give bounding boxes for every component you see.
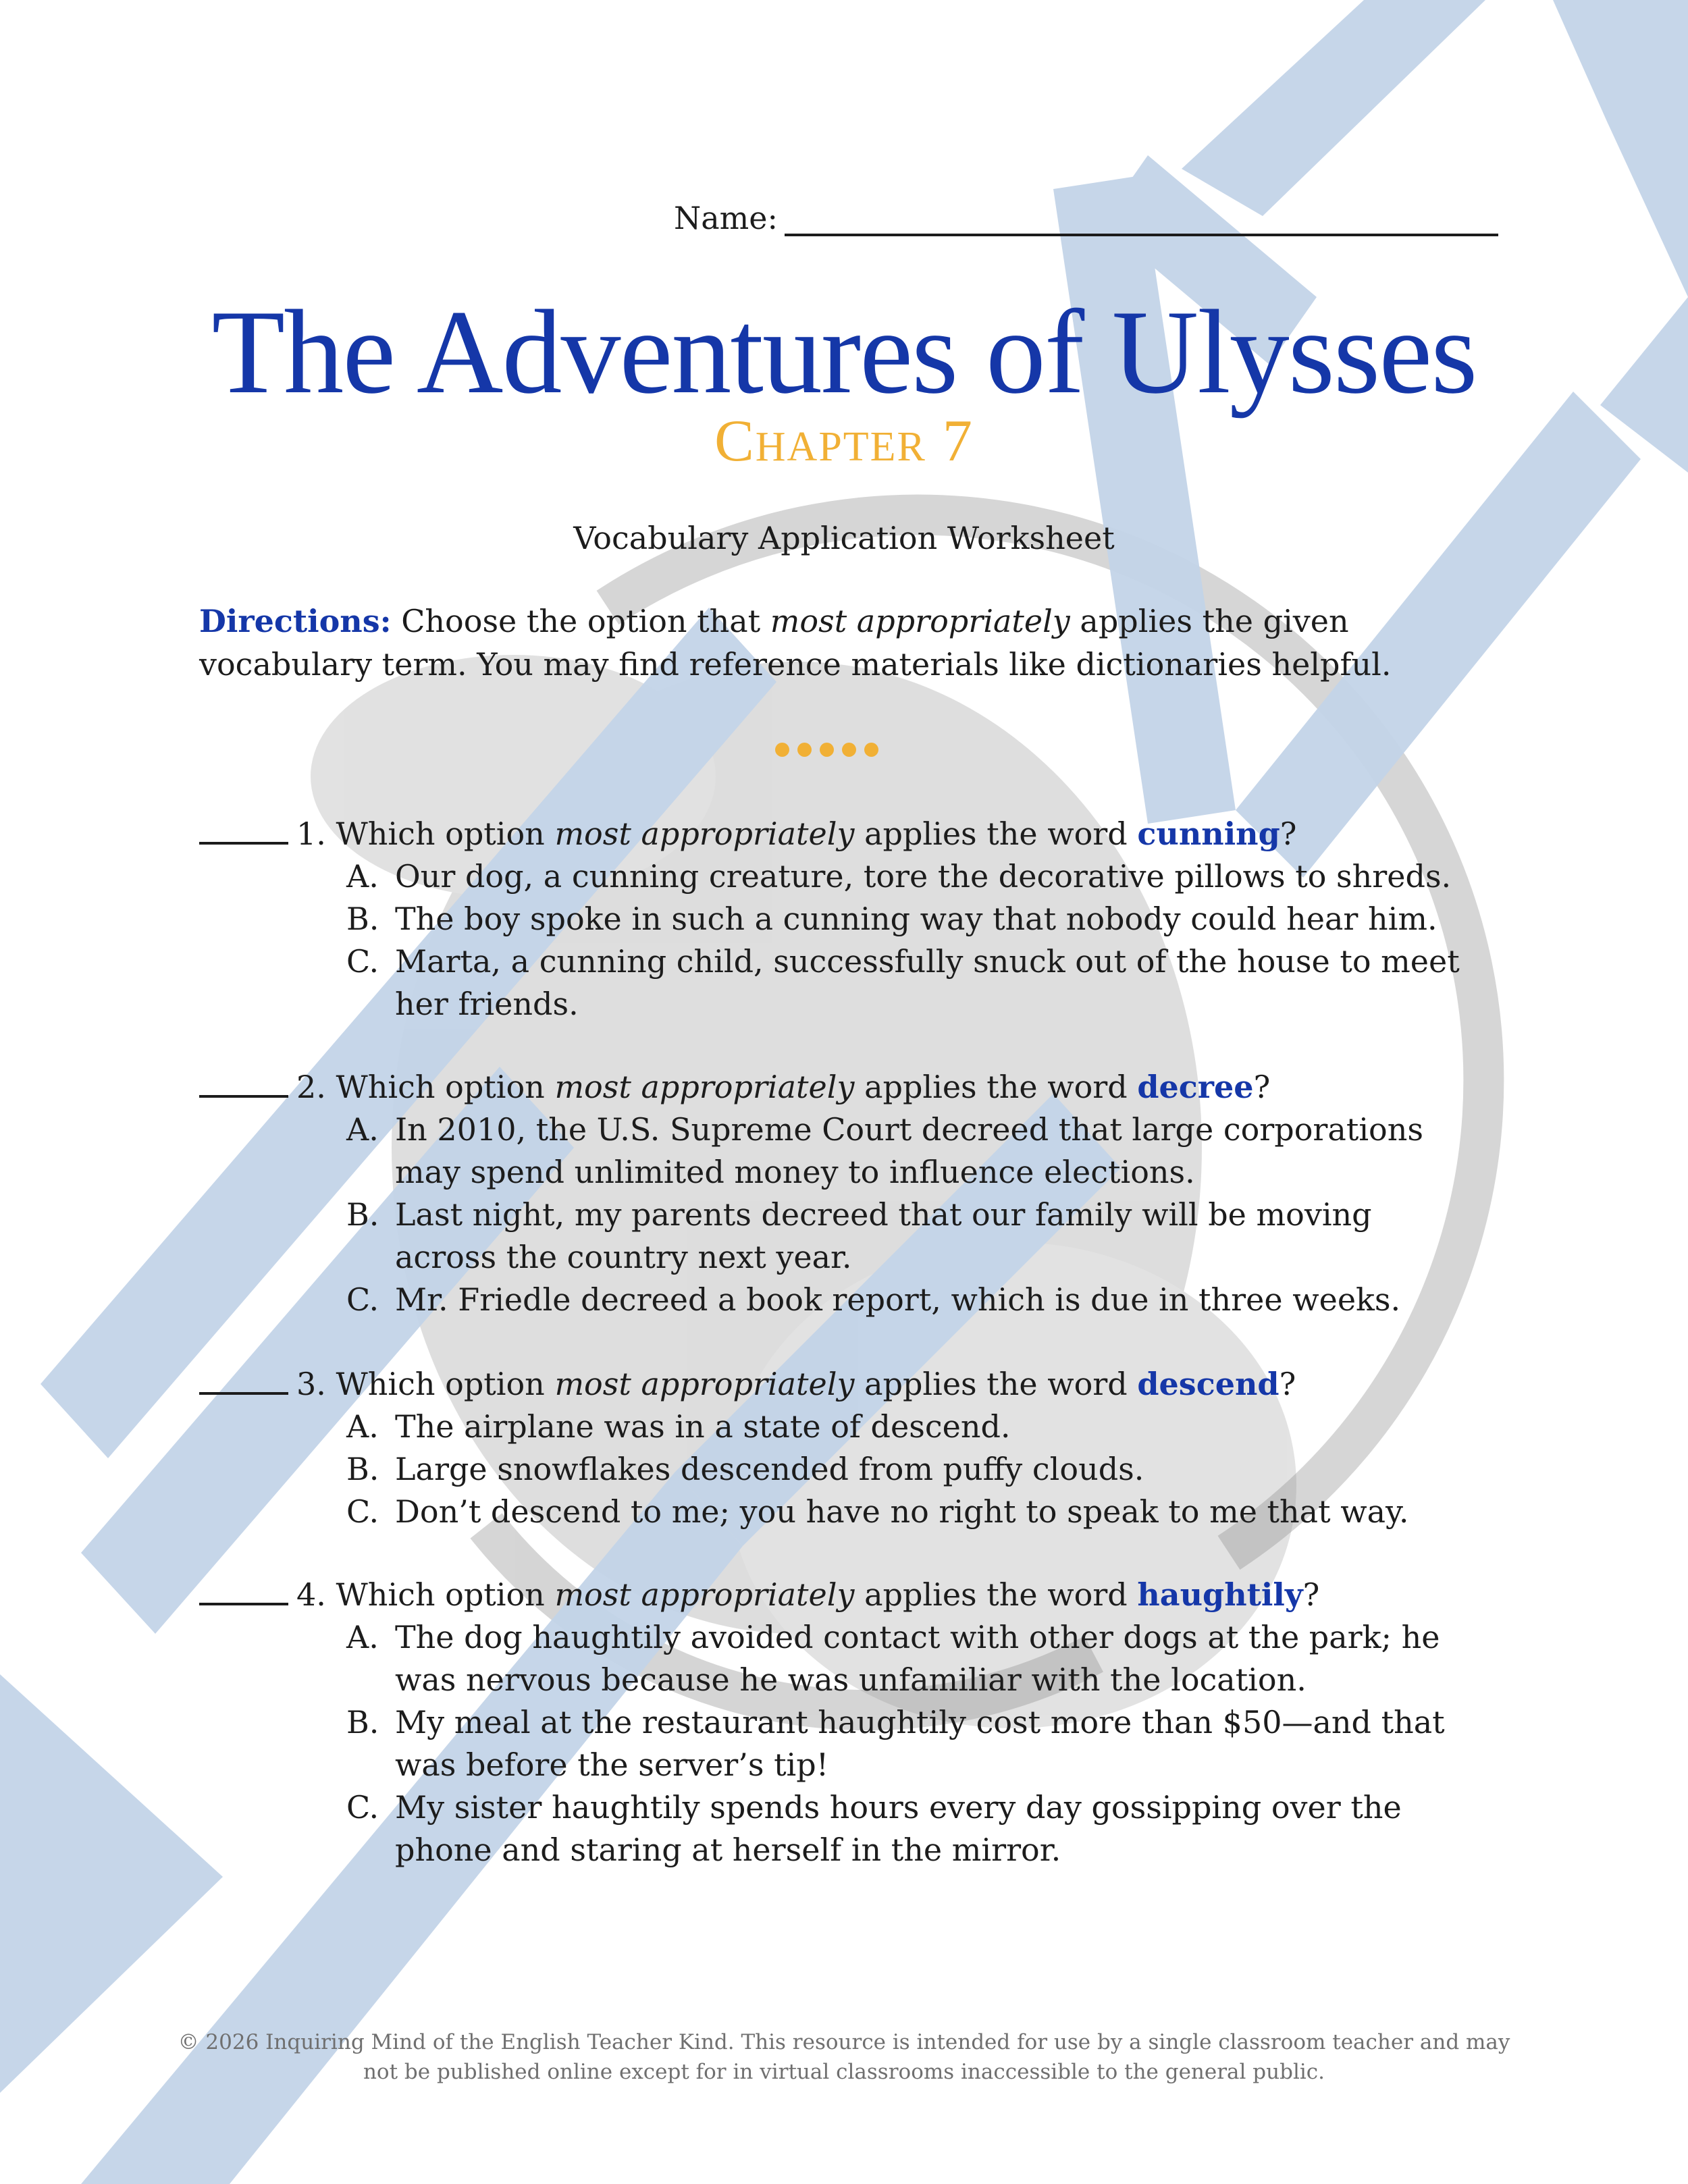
question-stem <box>199 1573 1523 1616</box>
option-b[interactable] <box>199 1701 1523 1786</box>
question-number: 2. <box>296 1069 326 1105</box>
option-list <box>199 855 1523 1026</box>
question-3 <box>199 1362 1523 1533</box>
question-middle: applies the word <box>864 1069 1128 1105</box>
option-letter: C. <box>346 1789 379 1826</box>
vocabulary-term: haughtily <box>1137 1576 1303 1613</box>
chapter-heading: Chapter 7 <box>714 408 974 474</box>
worksheet-title: The Adventures of Ulysses <box>211 285 1477 419</box>
option-a[interactable] <box>199 1109 1523 1194</box>
option-list <box>199 1109 1523 1321</box>
divider-dot <box>842 743 856 757</box>
question-emphasis: most appropriately <box>554 816 855 852</box>
answer-blank[interactable] <box>199 1573 288 1605</box>
option-letter: B. <box>346 1704 379 1740</box>
question-prefix: Which option <box>336 816 545 852</box>
option-text: My meal at the restaurant haughtily cost more than $50—and that was before the server’s tip! <box>395 1704 1445 1783</box>
option-c[interactable] <box>199 1491 1523 1533</box>
option-b[interactable] <box>199 1448 1523 1491</box>
option-text: Our dog, a cunning creature, tore the decorative pillows to shreds. <box>395 858 1452 895</box>
option-b[interactable] <box>199 898 1523 940</box>
option-text: Large snowflakes descended from puffy clouds. <box>395 1451 1144 1487</box>
option-list <box>199 1406 1523 1533</box>
question-end: ? <box>1280 816 1297 852</box>
option-a[interactable] <box>199 1406 1523 1448</box>
option-text: The boy spoke in such a cunning way that nobody could hear him. <box>395 901 1438 937</box>
directions-text-after: applies the given vocabulary term. You may find reference materials like dictionaries helpful. <box>199 603 1392 683</box>
option-text: Mr. Friedle decreed a book report, which is due in three weeks. <box>395 1281 1401 1318</box>
question-middle: applies the word <box>864 816 1128 852</box>
directions-text-before: Choose the option that <box>401 603 761 639</box>
option-a[interactable] <box>199 855 1523 898</box>
question-2 <box>199 1065 1523 1321</box>
copyright-footer <box>0 2027 1688 2087</box>
vocabulary-term: descend <box>1137 1366 1280 1402</box>
option-c[interactable] <box>199 1279 1523 1321</box>
directions-emphasis: most appropriately <box>770 603 1070 639</box>
option-letter: C. <box>346 943 379 980</box>
question-stem <box>199 1362 1523 1406</box>
question-stem <box>199 812 1523 855</box>
answer-blank[interactable] <box>199 1362 288 1395</box>
divider-dot <box>820 743 834 757</box>
option-b[interactable] <box>199 1194 1523 1279</box>
question-middle: applies the word <box>864 1366 1128 1402</box>
option-text: Don’t descend to me; you have no right to speak to me that way. <box>395 1493 1409 1530</box>
option-letter: B. <box>346 1196 379 1233</box>
footer-line-2: not be published online except for in virtual classrooms inaccessible to the general public. <box>363 2060 1325 2084</box>
question-end: ? <box>1253 1069 1271 1105</box>
divider-dot <box>864 743 878 757</box>
option-text: Last night, my parents decreed that our family will be moving across the country next year. <box>395 1196 1372 1275</box>
option-c[interactable] <box>199 940 1523 1026</box>
directions <box>199 600 1509 686</box>
option-text: Marta, a cunning child, successfully snuck out of the house to meet her friends. <box>395 943 1460 1022</box>
question-emphasis: most appropriately <box>554 1366 855 1402</box>
option-text: In 2010, the U.S. Supreme Court decreed that large corporations may spend unlimited money to influence elections. <box>395 1111 1423 1190</box>
answer-blank[interactable] <box>199 1065 288 1098</box>
question-number: 1. <box>296 816 326 852</box>
vocabulary-term: cunning <box>1137 816 1280 852</box>
worksheet-subtitle: Vocabulary Application Worksheet <box>573 520 1115 556</box>
answer-blank[interactable] <box>199 812 288 845</box>
question-number: 4. <box>296 1576 326 1613</box>
question-stem <box>199 1065 1523 1109</box>
option-text: The dog haughtily avoided contact with other dogs at the park; he was nervous because he was unfamiliar with the location. <box>395 1619 1440 1698</box>
directions-label: Directions: <box>199 603 392 639</box>
question-number: 3. <box>296 1366 326 1402</box>
question-emphasis: most appropriately <box>554 1069 855 1105</box>
option-letter: A. <box>346 1408 379 1445</box>
option-letter: A. <box>346 858 379 895</box>
question-4 <box>199 1573 1523 1871</box>
question-emphasis: most appropriately <box>554 1576 855 1613</box>
option-c[interactable] <box>199 1786 1523 1871</box>
option-a[interactable] <box>199 1616 1523 1701</box>
option-letter: A. <box>346 1111 379 1148</box>
name-label: Name: <box>674 200 779 236</box>
question-prefix: Which option <box>336 1366 545 1402</box>
name-blank-line[interactable] <box>785 200 1498 236</box>
question-prefix: Which option <box>336 1576 545 1613</box>
question-end: ? <box>1302 1576 1320 1613</box>
option-text: The airplane was in a state of descend. <box>395 1408 1011 1445</box>
option-letter: A. <box>346 1619 379 1655</box>
name-field <box>674 200 1498 236</box>
option-letter: B. <box>346 901 379 937</box>
option-list <box>199 1616 1523 1871</box>
option-letter: C. <box>346 1281 379 1318</box>
option-text: My sister haughtily spends hours every day gossipping over the phone and staring at herself in the mirror. <box>395 1789 1402 1868</box>
question-1 <box>199 812 1523 1026</box>
vocabulary-term: decree <box>1137 1069 1254 1105</box>
question-end: ? <box>1279 1366 1296 1402</box>
footer-line-1: © 2026 Inquiring Mind of the English Teacher Kind. This resource is intended for use by a single classroom teacher and may <box>178 2030 1510 2054</box>
divider-dot <box>775 743 789 757</box>
option-letter: C. <box>346 1493 379 1530</box>
question-middle: applies the word <box>864 1576 1128 1613</box>
divider-dot <box>797 743 812 757</box>
question-prefix: Which option <box>336 1069 545 1105</box>
section-divider-dots <box>775 743 878 757</box>
option-letter: B. <box>346 1451 379 1487</box>
